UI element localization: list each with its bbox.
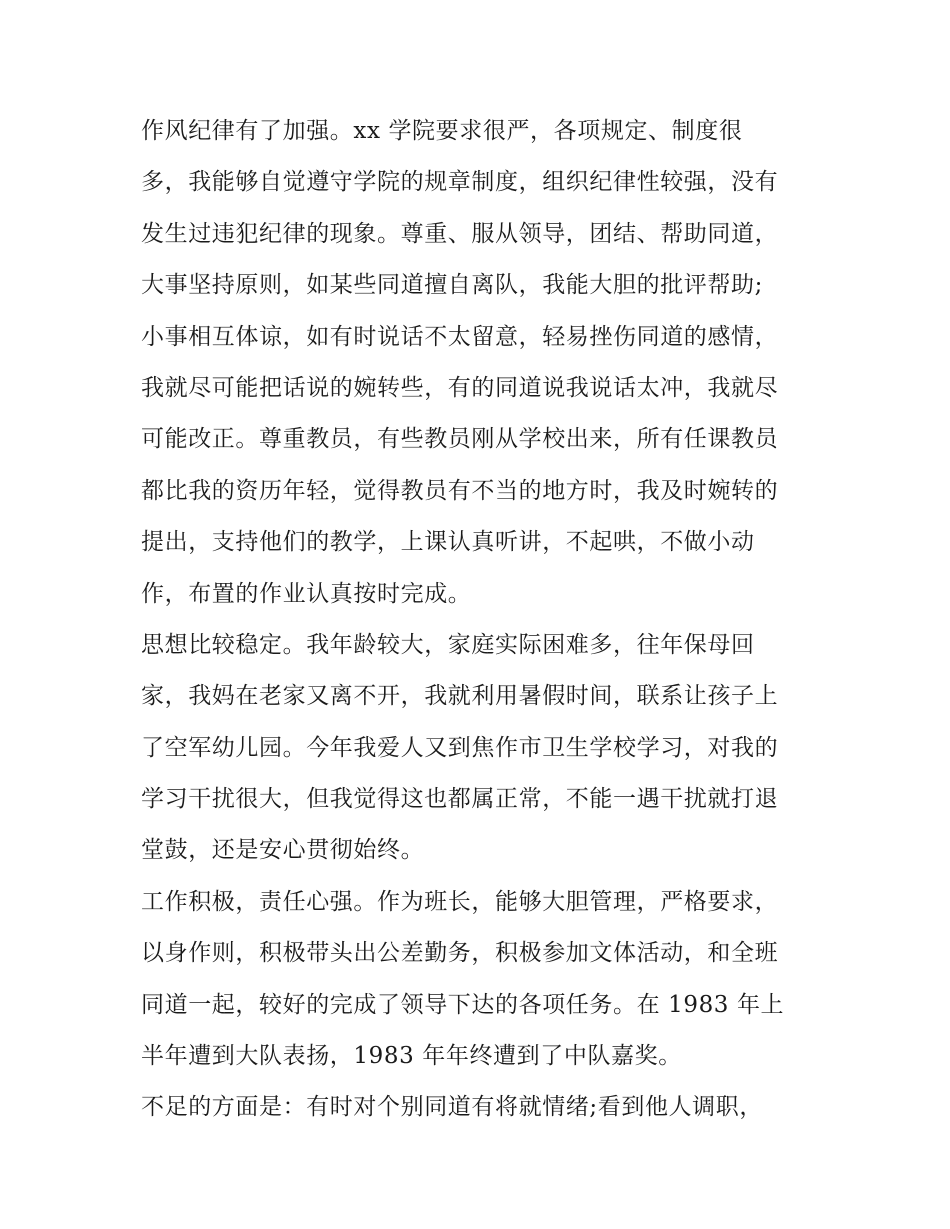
text-line: 我就尽可能把话说的婉转些，有的同道说我说话太冲，我就尽 (141, 374, 779, 401)
text-line: 家，我妈在老家又离不开，我就利用暑假时间，联系让孩子上 (141, 683, 779, 710)
text-line: 大事坚持原则，如某些同道擅自离队，我能大胆的批评帮助; (141, 272, 763, 299)
text-line: 多，我能够自觉遵守学院的规章制度，组织纪律性较强，没有 (141, 169, 779, 196)
text-line: 思想比较稳定。我年龄较大，家庭实际困难多，往年保母回 (141, 631, 755, 658)
text-line: 可能改正。尊重教员，有些教员刚从学校出来，所有任课教员 (141, 426, 779, 453)
text-line: 不足的方面是：有时对个别同道有将就情绪;看到他人调职， (141, 1094, 763, 1121)
text-line: 都比我的资历年轻，觉得教员有不当的地方时，我及时婉转的 (141, 477, 779, 504)
text-line: 发生过违犯纪律的现象。尊重、服从领导，团结、帮助同道， (141, 220, 779, 247)
text-line: 堂鼓，还是安心贯彻始终。 (141, 837, 425, 864)
text-line: 半年遭到大队表扬，1983 年年终遭到了中队嘉奖。 (141, 1043, 682, 1070)
text-line: 以身作则，积极带头出公差勤务，积极参加文体活动，和全班 (141, 940, 779, 967)
document-body (141, 106, 821, 1134)
text-line: 提出，支持他们的教学，上课认真听讲，不起哄，不做小动 (141, 529, 755, 556)
text-line: 作，布置的作业认真按时完成。 (141, 580, 472, 607)
text-line: 小事相互体谅，如有时说话不太留意，轻易挫伤同道的感情， (141, 323, 779, 350)
text-line: 学习干扰很大，但我觉得这也都属正常，不能一遇干扰就打退 (141, 786, 779, 813)
text-line: 同道一起，较好的完成了领导下达的各项任务。在 1983 年上 (141, 991, 785, 1018)
text-line: 作风纪律有了加强。xx 学院要求很严，各项规定、制度很 (141, 118, 743, 144)
text-line: 工作积极，责任心强。作为班长，能够大胆管理，严格要求， (141, 888, 779, 915)
text-line: 了空军幼儿园。今年我爱人又到焦作市卫生学校学习，对我的 (141, 734, 779, 761)
